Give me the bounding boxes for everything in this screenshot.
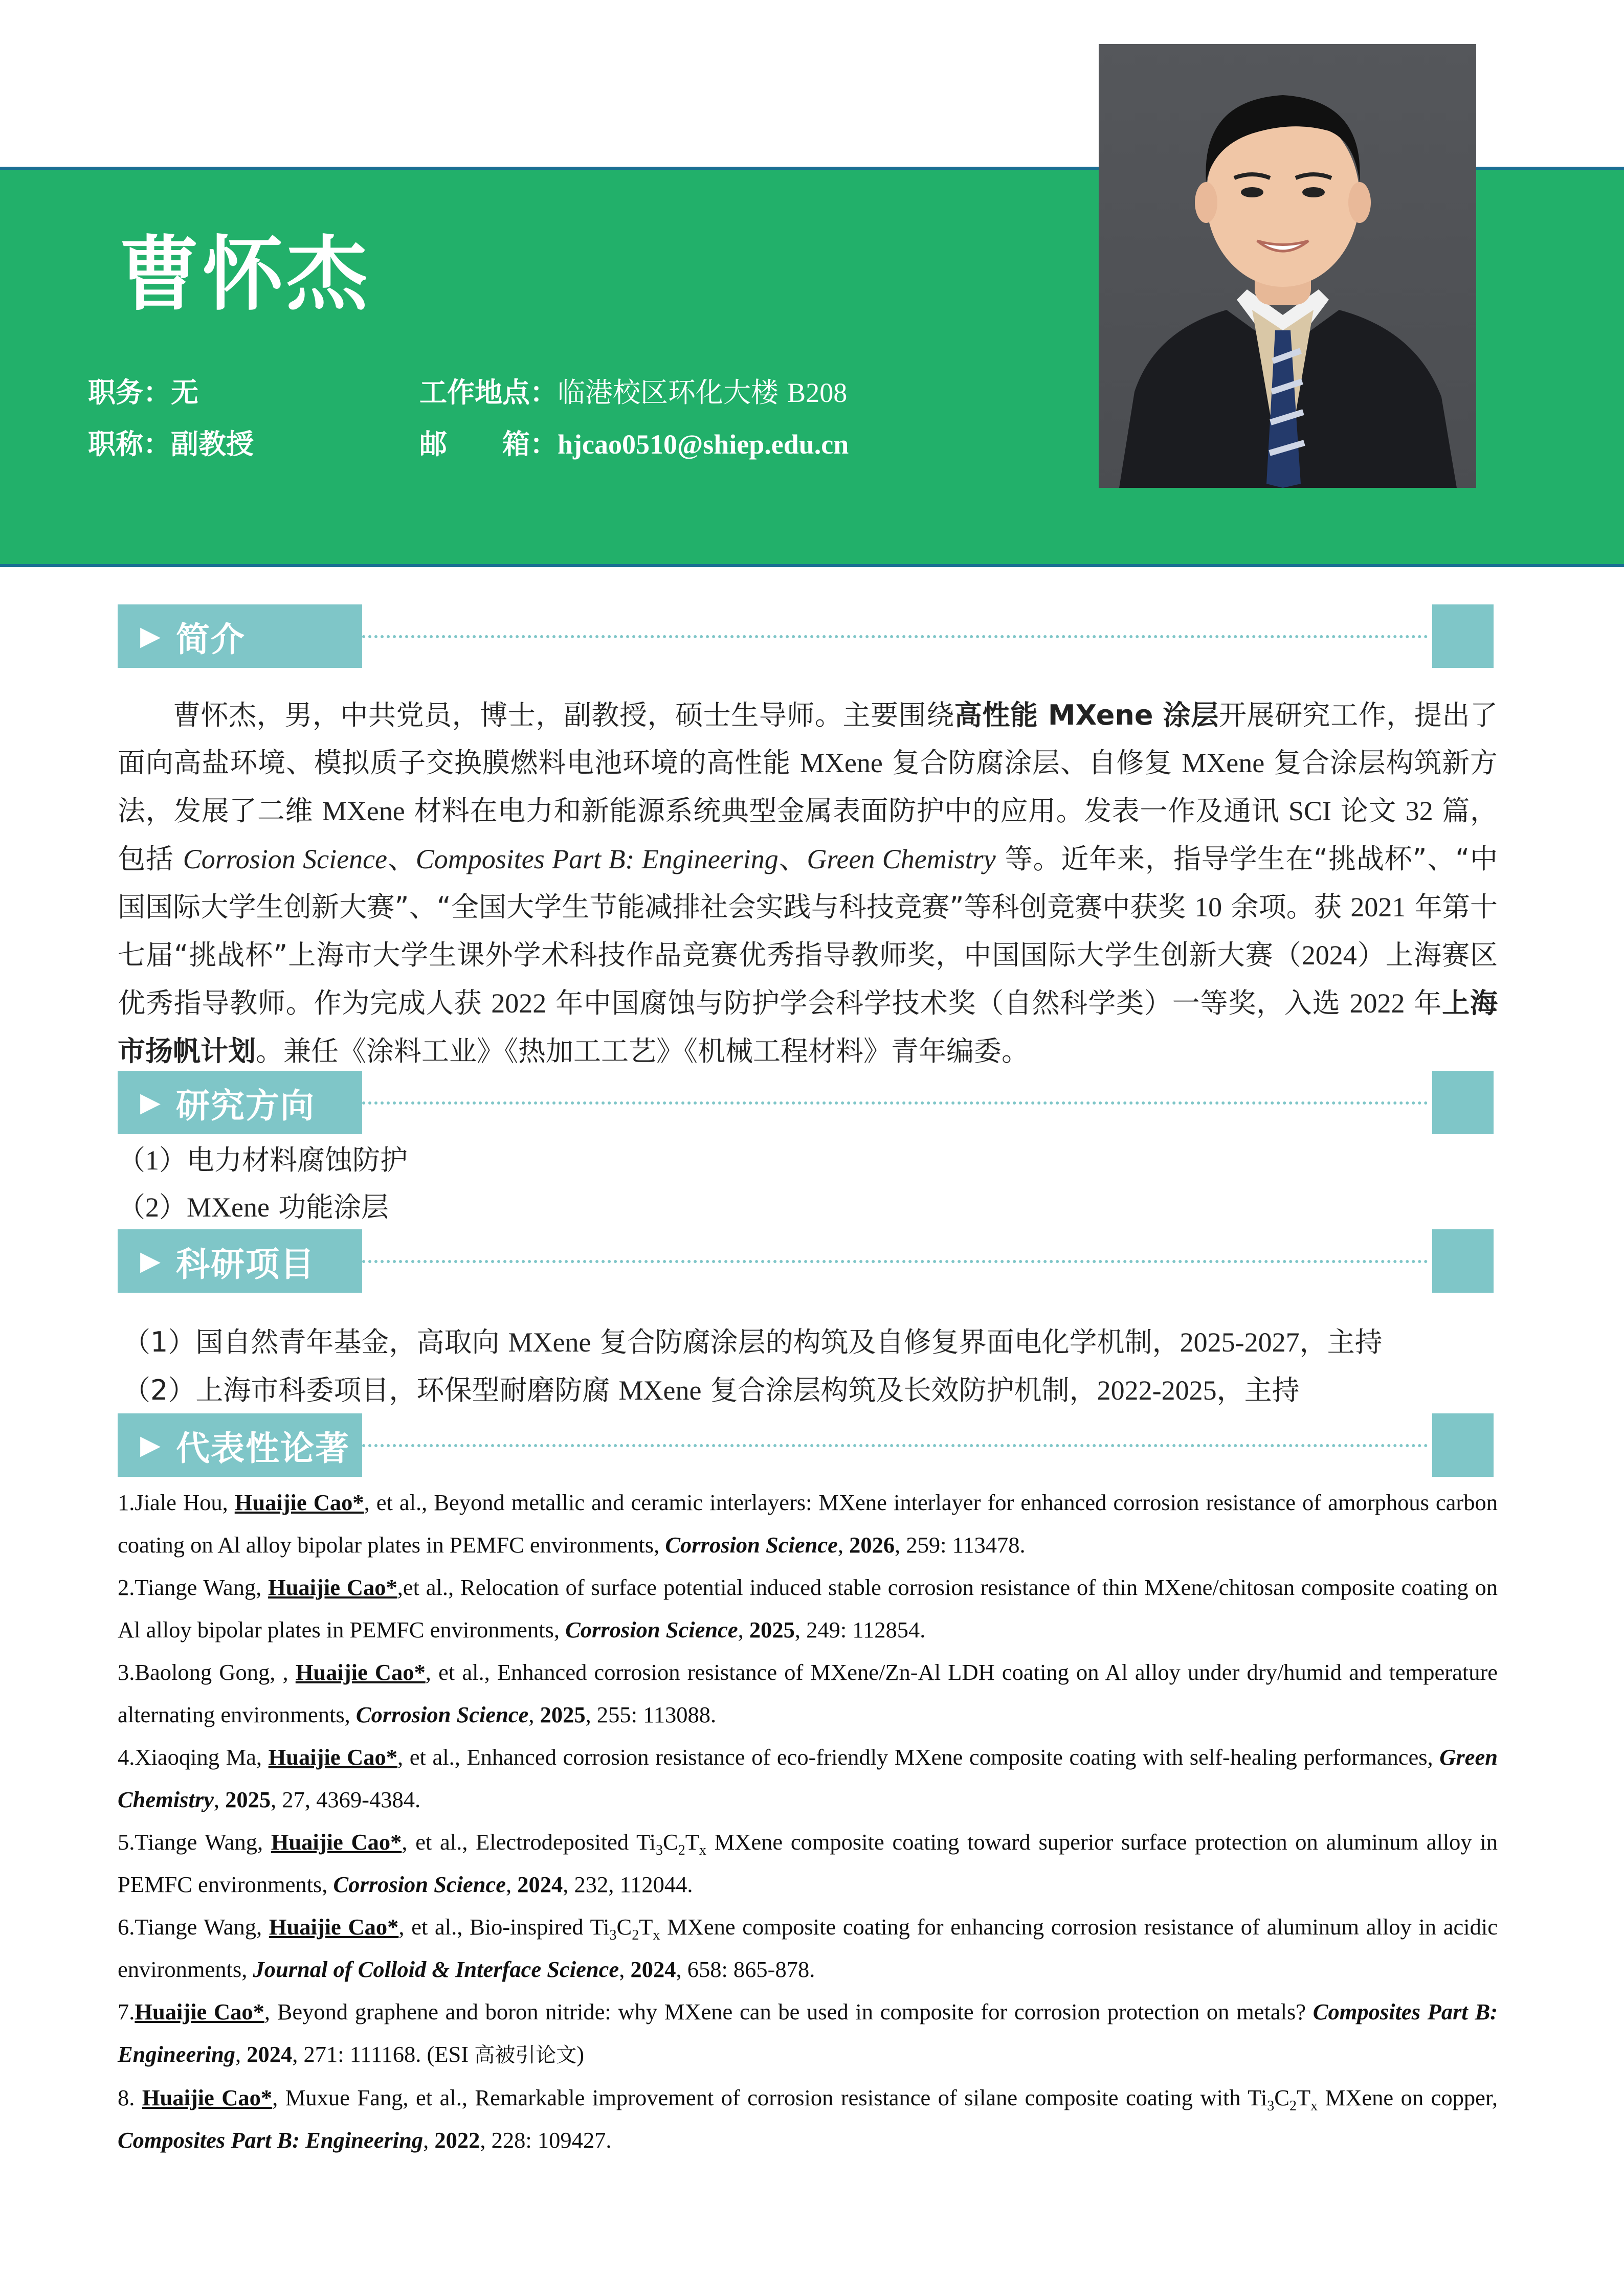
section-tab	[118, 1413, 362, 1477]
publication-item: 6.Tiange Wang, Huaijie Cao*, et al., Bio-inspired $Ti_3C_2T_x$ MXene composite coating for enhancing corrosion resistance of aluminum alloy in acidic environments, Journal of Colloid & Interface Science, 2024, 658: 865-878.	[118, 1914, 1498, 1982]
email-row	[419, 422, 849, 462]
position-label: 职务：	[88, 376, 171, 409]
section-header-projects	[118, 1229, 1494, 1293]
section-header-research	[118, 1071, 1494, 1134]
section-end-block	[1432, 604, 1494, 668]
section-divider	[362, 635, 1428, 638]
title-value: 副教授	[171, 428, 254, 460]
section-tab	[118, 1071, 362, 1134]
publication-item: 3.Baolong Gong, , Huaijie Cao*, et al., Enhanced corrosion resistance of MXene/Zn-Al LDH coating on Al alloy under dry/humid and temperature alternating environments, Corrosion Science, 2025, 255: 113088.	[118, 1659, 1498, 1727]
publication-item: 2.Tiange Wang, Huaijie Cao*,et al., Relocation of surface potential induced stable corrosion resistance of thin MXene/chitosan composite coating on Al alloy bipolar plates in PEMFC environments, Corrosion Science, 2025, 249: 112854.	[118, 1574, 1498, 1642]
section-header-intro	[118, 604, 1494, 668]
section-end-block	[1432, 1413, 1494, 1477]
section-title-research: 研究方向	[176, 1086, 315, 1126]
section-divider	[362, 1444, 1428, 1447]
title-row	[88, 422, 254, 462]
section-tab	[118, 1229, 362, 1293]
triangle-icon: ▶	[140, 1246, 161, 1276]
research-item-2: （2）MXene 功能涂层	[118, 1191, 389, 1223]
triangle-icon: ▶	[140, 1430, 161, 1460]
publication-list	[118, 1481, 1498, 2162]
position-row	[88, 371, 198, 410]
section-end-block	[1432, 1071, 1494, 1134]
publication-item: 8. Huaijie Cao*, Muxue Fang, et al., Remarkable improvement of corrosion resistance of silane composite coating with $Ti_3C_2T_x$ MXene on copper, Composites Part B: Engineering, 2022, 228: 109427.	[118, 2085, 1498, 2153]
triangle-icon: ▶	[140, 621, 161, 651]
section-divider	[362, 1260, 1428, 1263]
email-label: 邮 箱：	[419, 428, 558, 460]
publication-item: 1.Jiale Hou, Huaijie Cao*, et al., Beyond metallic and ceramic interlayers: MXene interlayer for enhanced corrosion resistance of amorphous carbon coating on Al alloy bipolar plates in PEMFC environments, Corrosion Science, 2026, 259: 113478.	[118, 1490, 1498, 1558]
location-value: 临港校区环化大楼	[558, 376, 788, 409]
research-item-1: （1）电力材料腐蚀防护	[118, 1144, 408, 1176]
section-title-papers: 代表性论著	[176, 1428, 350, 1468]
section-title-projects: 科研项目	[176, 1244, 315, 1284]
intro-paragraph: 曹怀杰，男，中共党员，博士，副教授，硕士生导师。主要围绕高性能 MXene 涂层开展研究工作，提出了面向高盐环境、模拟质子交换膜燃料电池环境的高性能 MXene 复合防腐涂层、自修复 MXene 复合涂层构筑新方法，发展了二维 MXene 材料在电力和新能源系统典型金属表面防护中的应用。发表一作及通讯 SCI 论文 32 篇，包括 Corrosion Science、Composites Part B: Engineering、Green Chemistry 等。近年来，指导学生在“挑战杯”、“中国国际大学生创新大赛”、“全国大学生节能减排社会实践与科技竞赛”等科创竞赛中获奖 10 余项。获 2021 年第十七届“挑战杯”上海市大学生课外学术科技作品竞赛优秀指导教师奖，中国国际大学生创新大赛（2024）上海赛区优秀指导教师。作为完成人获 2022 年中国腐蚀与防护学会科学技术奖（自然科学类）一等奖，入选 2022 年上海市扬帆计划。兼任《涂料工业》《热加工工艺》《机械工程材料》青年编委。	[118, 699, 1498, 1067]
location-label: 工作地点：	[419, 376, 558, 409]
position-value: 无	[171, 376, 198, 409]
section-tab	[118, 604, 362, 668]
location-room: B208	[787, 377, 848, 408]
person-name: 曹怀杰	[119, 228, 370, 322]
section-header-papers	[118, 1413, 1494, 1477]
publication-item: 7.Huaijie Cao*, Beyond graphene and boron nitride: why MXene can be used in composite for corrosion protection on metals? Composites Part B: Engineering, 2024, 271: 111168. (ESI 高被引论文)	[118, 1999, 1498, 2067]
publication-item: 4.Xiaoqing Ma, Huaijie Cao*, et al., Enhanced corrosion resistance of eco-friendly MXene composite coating with self-healing performances, Green Chemistry, 2025, 27, 4369-4384.	[118, 1744, 1498, 1812]
location-row	[419, 371, 847, 410]
triangle-icon: ▶	[140, 1087, 161, 1118]
section-end-block	[1432, 1229, 1494, 1293]
title-label: 职称：	[88, 428, 171, 460]
portrait-photo	[1099, 44, 1476, 488]
project-item-1: （1）国自然青年基金，高取向 MXene 复合防腐涂层的构筑及自修复界面电化学机制，2025-2027，主持	[123, 1326, 1383, 1358]
portrait-illustration	[1099, 44, 1476, 488]
section-title-intro: 简介	[176, 619, 246, 659]
project-item-2: （2）上海市科委项目，环保型耐磨防腐 MXene 复合涂层构筑及长效防护机制，2022-2025，主持	[123, 1374, 1300, 1406]
publication-item: 5.Tiange Wang, Huaijie Cao*, et al., Electrodeposited $Ti_3C_2T_x$ MXene composite coating toward superior surface protection on aluminum alloy in PEMFC environments, Corrosion Science, 2024, 232, 112044.	[118, 1829, 1498, 1897]
section-divider	[362, 1101, 1428, 1105]
email-value[interactable]: hjcao0510@shiep.edu.cn	[558, 429, 849, 460]
